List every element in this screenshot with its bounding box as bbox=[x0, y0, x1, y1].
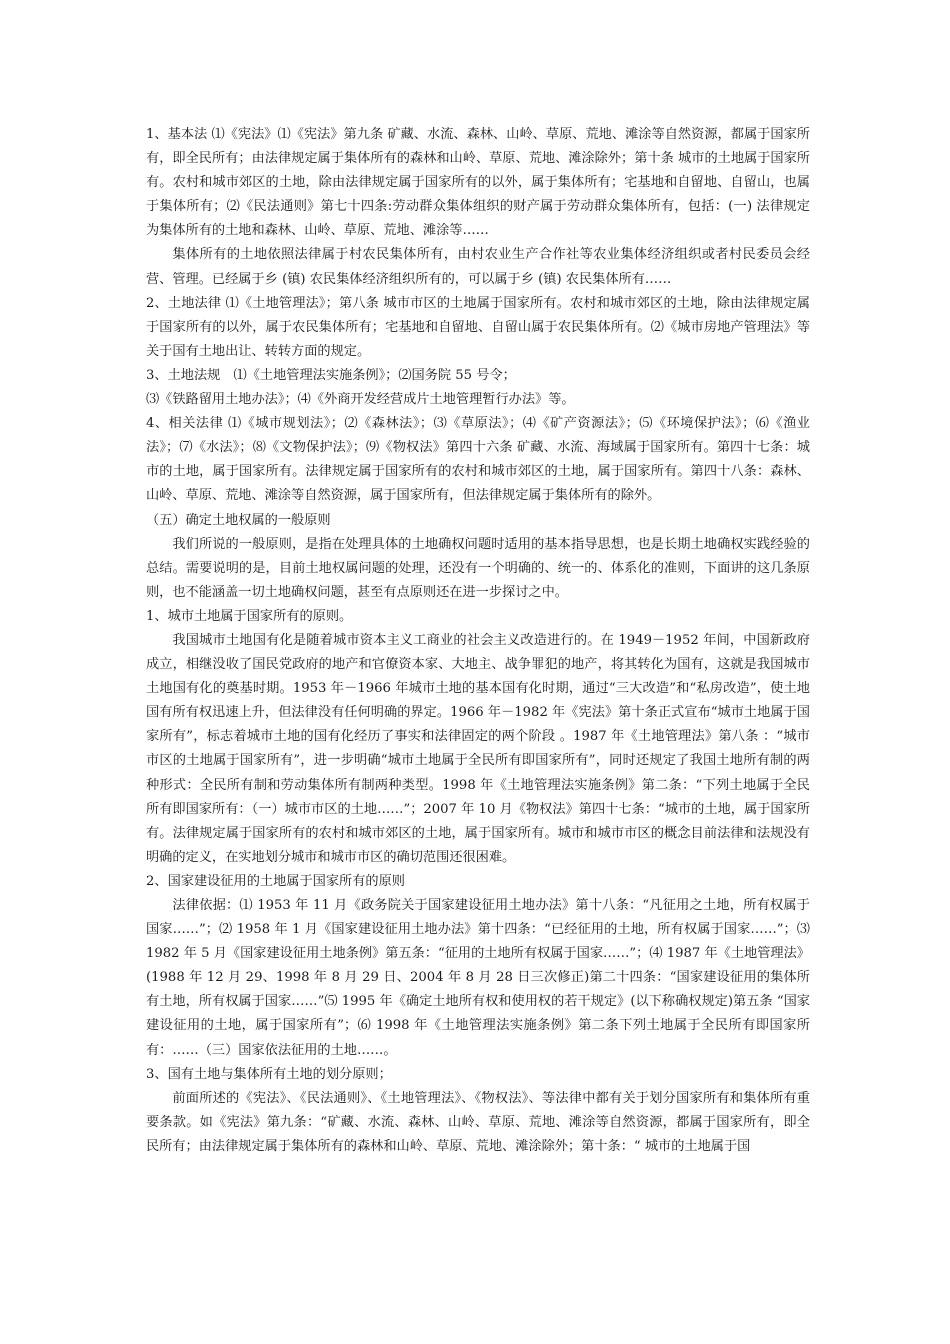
paragraph-land-regulations-cont: ⑶《铁路留用土地办法》；⑷《外商开发经营成片土地管理暂行办法》等。 bbox=[146, 392, 575, 408]
section-heading-principles: （五）确定土地权属的一般原则 bbox=[146, 512, 331, 528]
paragraph-land-law: 2、土地法律 ⑴《土地管理法》；第八条 城市市区的土地属于国家所有。农村和城市郊区的土地，除由法律规定属于国家所有的以外，属于农民集体所有；宅基地和自留地、自留山属于农民集体所有。⑵《城市房地产管理法》等关于国有土地出让、转转方面的规定。 bbox=[146, 295, 810, 359]
paragraph-principles-intro: 我们所说的一般原则，是指在处理具体的土地确权问题时适用的基本指导思想，也是长期土地确权实践经验的总结。需要说明的是，目前土地权属问题的处理，还没有一个明确的、统一的、体系化的准则，下面讲的这几条原则，也不能涵盖一切土地确权问题，甚至有点原则还在进一步探讨之中。 bbox=[146, 536, 810, 600]
paragraph-expropriation-basis: 法律依据：⑴ 1953 年 11 月《政务院关于国家建设征用土地办法》第十八条：“凡征用之土地，所有权属于国家……”；⑵ 1958 年 1 月《国家建设征用土地办法》第十四条：“已经征用的土地，所有权属于国家……”；⑶ 1982 年 5 月《国家建设征用土地条例》第五条：“征用的土地所有权属于国家……”；⑷ 1987 年《土地管理法》(1988 年 12 月 29、1998 年 8 月 29 日、2004 年 8 月 28 日三次修正)第二十四条：“国家建设征用的集体所有土地，所有权属于国家……”⑸ 1995 年《确定土地所有权和使用权的若干规定》(以下称确权规定)第五条 “国家建设征用的土地，属于国家所有”；⑹ 1998 年《土地管理法实施条例》第二条下列土地属于全民所有即国家所有：……（三）国家依法征用的土地……。 bbox=[146, 898, 810, 1058]
document-body bbox=[146, 123, 810, 1159]
paragraph-urban-land-history: 我国城市土地国有化是随着城市资本主义工商业的社会主义改造进行的。在 1949－1952 年间，中国新政府成立，相继没收了国民党政府的地产和官僚资本家、大地主、战争罪犯的地产，将其转化为国有，这就是我国城市土地国有化的奠基时期。1953 年－1966 年城市土地的基本国有化时期，通过“三大改造”和“私房改造”，使土地国有所有权迅速上升，但法律没有任何明确的界定。1966 年－1982 年《宪法》第十条正式宣布“城市土地属于国家所有”，标志着城市土地的国有化经历了事实和法律固定的两个阶段 。1987 年《土地管理法》第八条 ：“城市市区的土地属于国家所有”，进一步明确“城市土地属于全民所有即国家所有”，同时还规定了我国土地所有制的两种形式：全民所有制和劳动集体所有制两种类型。1998 年《土地管理法实施条例》第二条：“下列土地属于全民所有即国家所有：（一）城市市区的土地……”；2007 年 10 月《物权法》第四十七条：“城市的土地，属于国家所有。法律规定属于国家所有的农村和城市郊区的土地，属于国家所有。城市和城市市区的概念目前法律和法规没有明确的定义，在实地划分城市和城市市区的确切范围还很困难。 bbox=[146, 632, 810, 865]
heading-principle-2: 2、国家建设征用的土地属于国家所有的原则 bbox=[146, 873, 405, 889]
paragraph-collective-land: 集体所有的土地依照法律属于村农民集体所有，由村农业生产合作社等农业集体经济组织或者村民委员会经营、管理。已经属于乡 (镇) 农民集体经济组织所有的，可以属于乡 (镇) 农民集体所有…… bbox=[146, 247, 810, 287]
paragraph-land-regulations: 3、土地法规 ⑴《土地管理法实施条例》；⑵国务院 55 号令； bbox=[146, 367, 516, 383]
heading-principle-3: 3、国有土地与集体所有土地的划分原则； bbox=[146, 1066, 392, 1082]
paragraph-related-laws: 4、相关法律 ⑴《城市规划法》；⑵《森林法》；⑶《草原法》；⑷《矿产资源法》；⑸《环境保护法》；⑹《渔业法》；⑺《水法》；⑻《文物保护法》；⑼《物权法》第四十六条 矿藏、水流、海域属于国家所有。第四十七条：城市的土地，属于国家所有。法律规定属于国家所有的农村和城市郊区的土地，属于国家所有。第四十八条：森林、山岭、草原、荒地、滩涂等自然资源，属于国家所有，但法律规定属于集体所有的除外。 bbox=[146, 416, 810, 504]
paragraph-basic-law: 1、基本法 ⑴《宪法》⑴《宪法》第九条 矿藏、水流、森林、山岭、草原、荒地、滩涂等自然资源，都属于国家所有，即全民所有；由法律规定属于集体所有的森林和山岭、草原、荒地、滩涂除外；第十条 城市的土地属于国家所有。农村和城市郊区的土地，除由法律规定属于国家所有的以外，属于集体所有；宅基地和自留地、自留山，也属于集体所有；⑵《民法通则》第七十四条:劳动群众集体组织的财产属于劳动群众集体所有，包括：(一) 法律规定为集体所有的土地和森林、山岭、草原、荒地、滩涂等…… bbox=[146, 127, 810, 239]
paragraph-division-principle: 前面所述的《宪法》、《民法通则》、《土地管理法》、《物权法》、等法律中都有关于划分国家所有和集体所有重要条款。如《宪法》第九条：“矿藏、水流、森林、山岭、草原、荒地、滩涂等自然资源，都属于国家所有，即全民所有；由法律规定属于集体所有的森林和山岭、草原、荒地、滩涂除外；第十条：“ 城市的土地属于国 bbox=[146, 1090, 810, 1154]
heading-principle-1: 1、城市土地属于国家所有的原则。 bbox=[146, 608, 353, 624]
